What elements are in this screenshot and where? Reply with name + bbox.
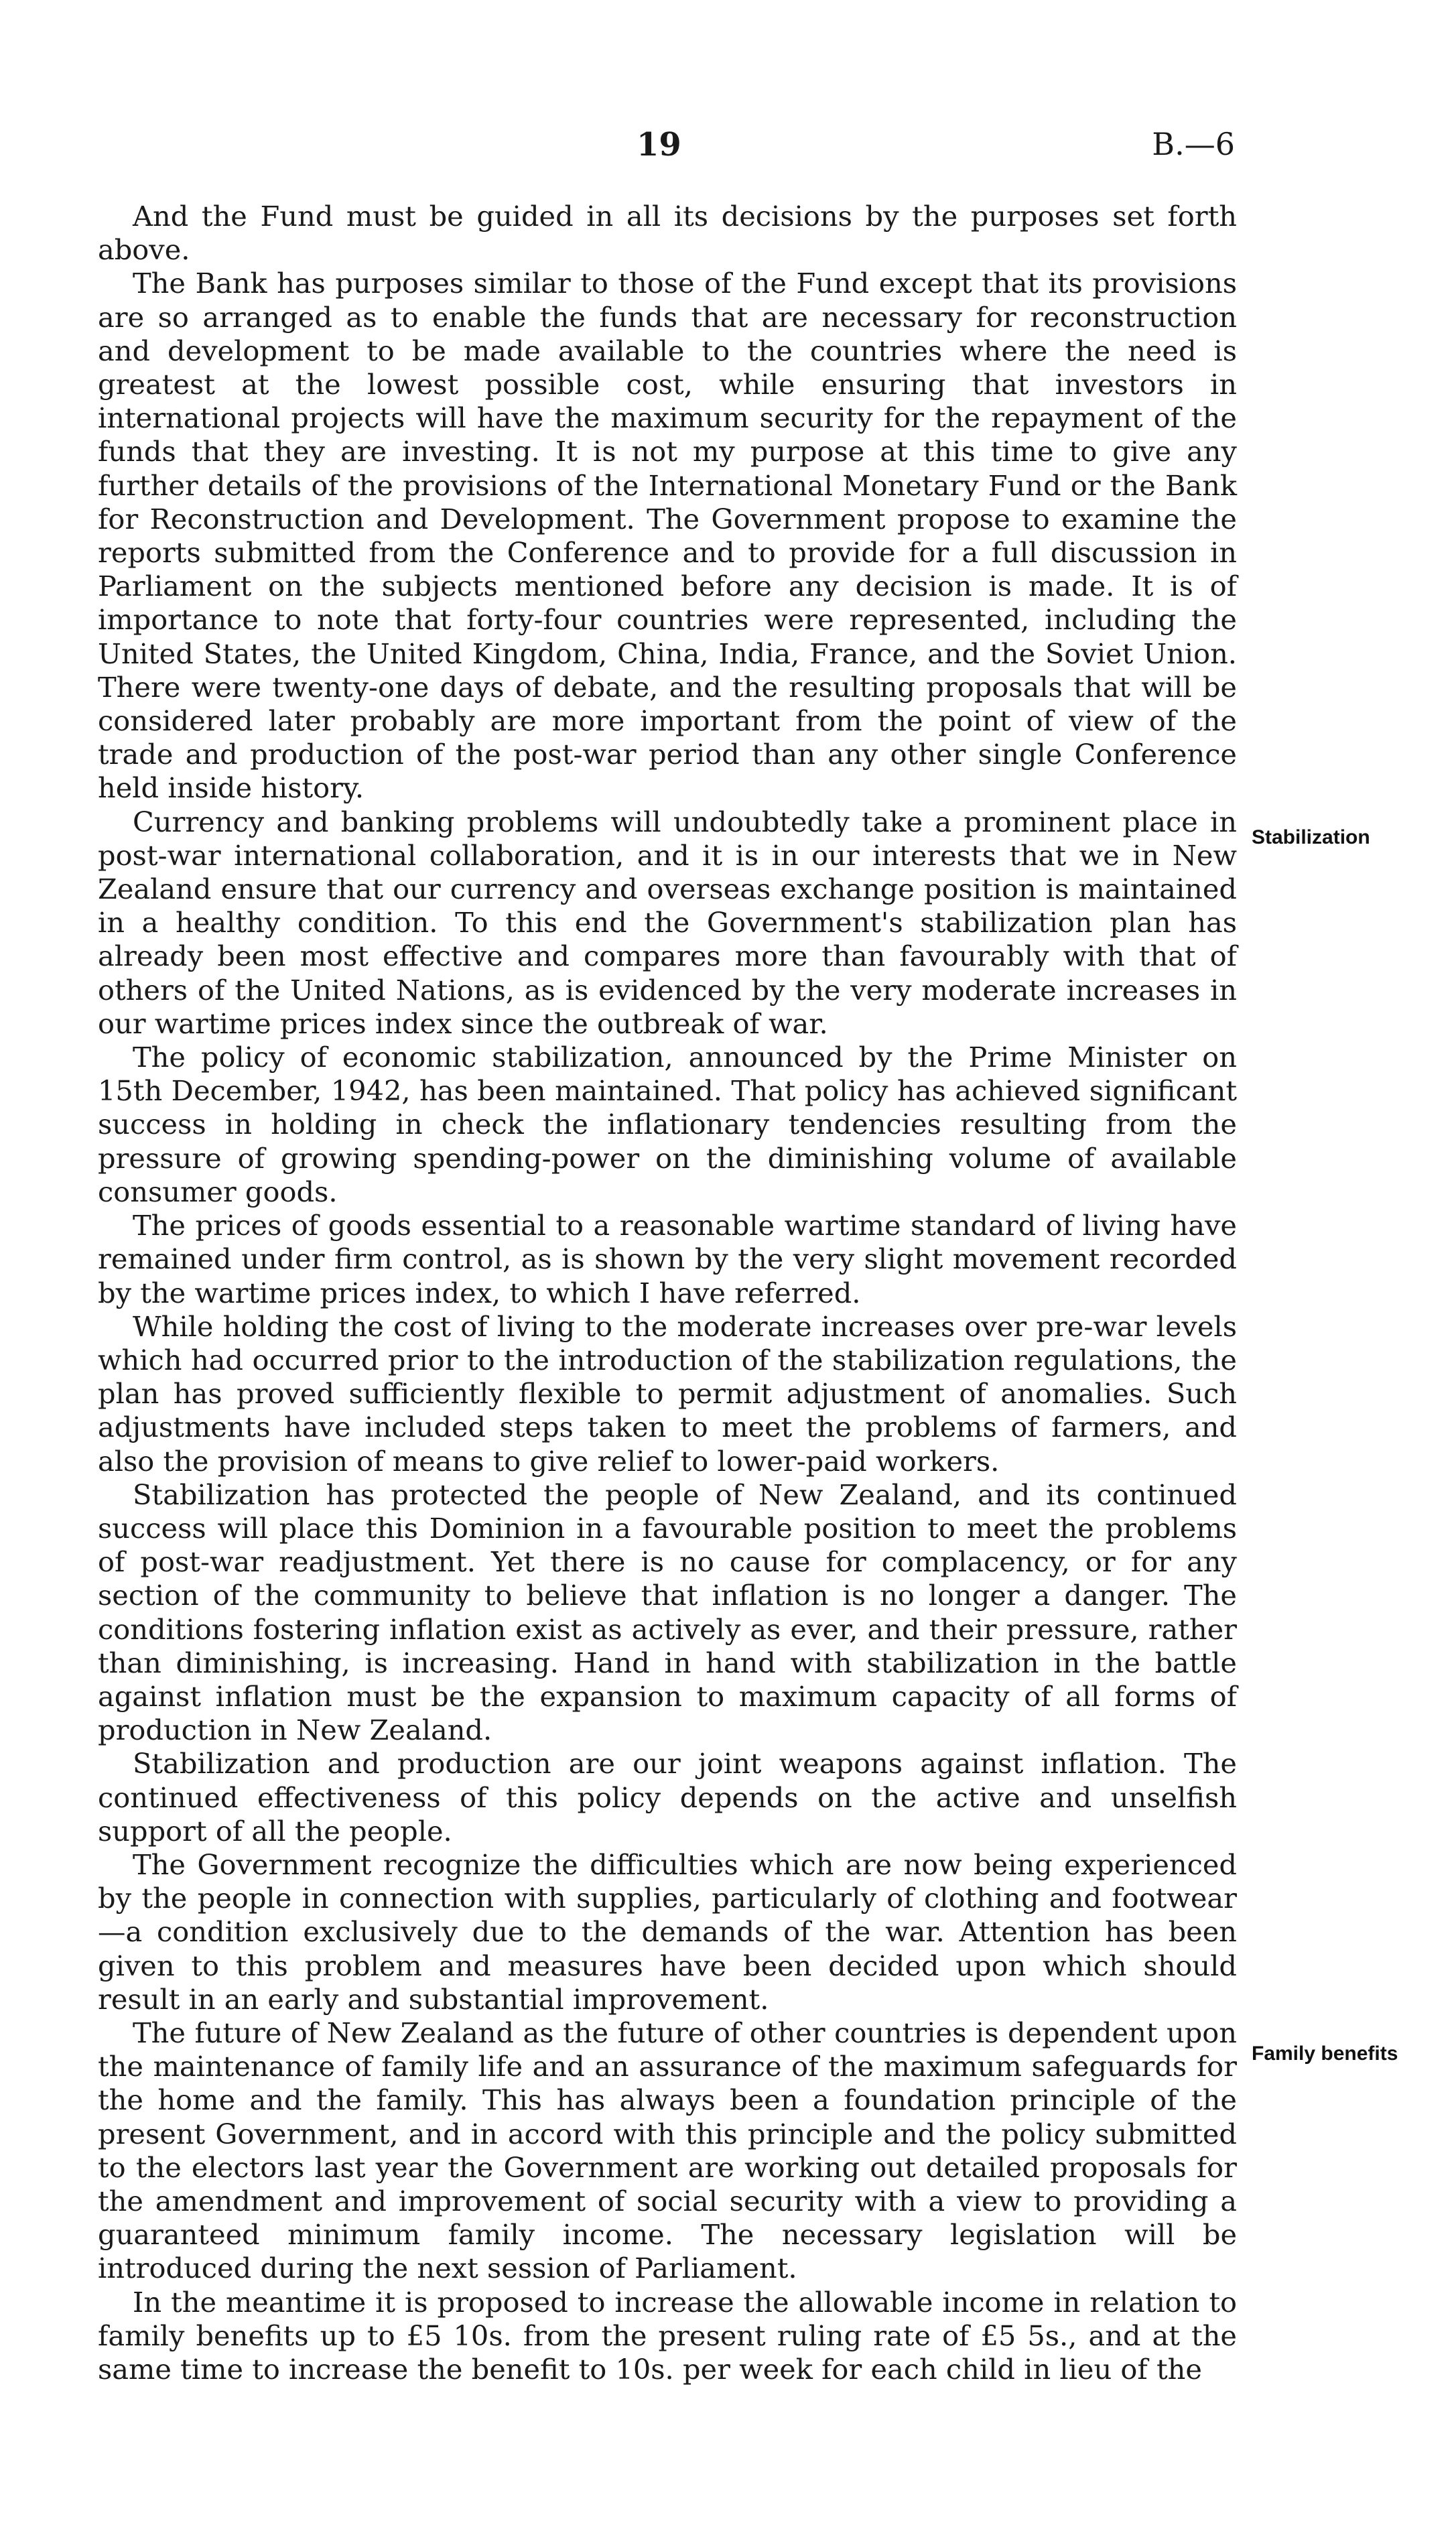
page-number: 19 — [637, 126, 681, 164]
margin-note-family-benefits: Family benefits — [1252, 2043, 1398, 2065]
paragraph-cost-of-living: While holding the cost of living to the moderate increases over pre-war levels which had occurred prior to the introduction of the stabilization regulations, the plan has proved sufficiently flexible to permit adjustment of anomalies. Such adjustments have included steps taken to meet the problems of farmers, and also the provision of means to give relief to lower-paid workers. — [98, 1309, 1237, 1478]
paragraph-bank-purposes: The Bank has purposes similar to those of the Fund except that its provisions are so arranged as to enable the funds that are necessary for reconstruction and development to be made available to the countries where the need is greatest at the lowest possible cost, while ensuring that investors in international projects will have the maximum security for the repayment of the funds that they are investing. It is not my purpose at this time to give any further details of the provisions of the International Monetary Fund or the Bank for Reconstruction and Development. The Government propose to examine the reports submitted from the Conference and to provide for a full discussion in Parliament on the subjects mentioned before any decision is made. It is of importance to note that forty-four countries were represented, including the United States, the United Kingdom, China, India, France, and the Soviet Union. There were twenty-one days of debate, and the resulting proposals that will be considered later probably are more important from the point of view of the trade and production of the post-war period than any other single Conference held inside history. — [98, 267, 1237, 805]
margin-note-stabilization: Stabilization — [1252, 826, 1370, 848]
paragraph-stabilization-protection: Stabilization has protected the people of New Zealand, and its continued success will place this Dominion in a favourable position to meet the problems of post-war readjustment. Yet there is no cause for complacency, or for any section of the community to believe that inflation is no longer a danger. The conditions fostering inflation exist as actively as ever, and their pressure, rather than diminishing, is increasing. Hand in hand with stabilization in the battle against inflation must be the expansion to maximum capacity of all forms of production in New Zealand. — [98, 1478, 1237, 1747]
body-text — [98, 200, 1237, 2386]
paragraph-stabilization-policy: The policy of economic stabilization, announced by the Prime Minister on 15th December, 1942, has been maintained. That policy has achieved significant success in holding in check the inflationary tendencies resulting from the pressure of growing spending-power on the diminishing volume of available consumer goods. — [98, 1041, 1237, 1208]
paragraph-supplies: The Government recognize the difficulties which are now being experienced by the people in connection with supplies, particularly of clothing and footwear —a condition exclusively due to the demands of the war. Attention has been given to this problem and measures have been decided upon which should result in an early and substantial improvement. — [98, 1848, 1237, 2016]
paragraph-prices-control: The prices of goods essential to a reasonable wartime standard of living have remained under firm control, as is shown by the very slight movement recorded by the wartime prices index, to which I have referred. — [98, 1209, 1237, 1309]
document-code: B.—6 — [1152, 126, 1235, 162]
paragraph-joint-weapons: Stabilization and production are our joint weapons against inflation. The continued effectiveness of this policy depends on the active and unselfish support of all the people. — [98, 1747, 1237, 1848]
paragraph-family-life: The future of New Zealand as the future of other countries is dependent upon the maintenance of family life and an assurance of the maximum safeguards for the home and the family. This has always been a foundation principle of the present Government, and in accord with this principle and the policy submitted to the electors last year the Government are working out detailed proposals for the amendment and improvement of social security with a view to providing a guaranteed minimum family income. The necessary legislation will be introduced during the next session of Parliament. — [98, 2016, 1237, 2285]
paragraph-currency-banking: Currency and banking problems will undoubtedly take a prominent place in post-war international collaboration, and it is in our interests that we in New Zealand ensure that our currency and overseas exchange position is maintained in a healthy condition. To this end the Government's stabilization plan has already been most effective and compares more than favourably with that of others of the United Nations, as is evidenced by the very moderate increases in our wartime prices index since the outbreak of war. — [98, 805, 1237, 1040]
paragraph-family-benefits-increase: In the meantime it is proposed to increase the allowable income in relation to family benefits up to £5 10s. from the present ruling rate of £5 5s., and at the same time to increase the benefit to 10s. per week for each child in lieu of the — [98, 2285, 1237, 2386]
paragraph-fund-guidance: And the Fund must be guided in all its decisions by the purposes set forth above. — [98, 200, 1237, 267]
